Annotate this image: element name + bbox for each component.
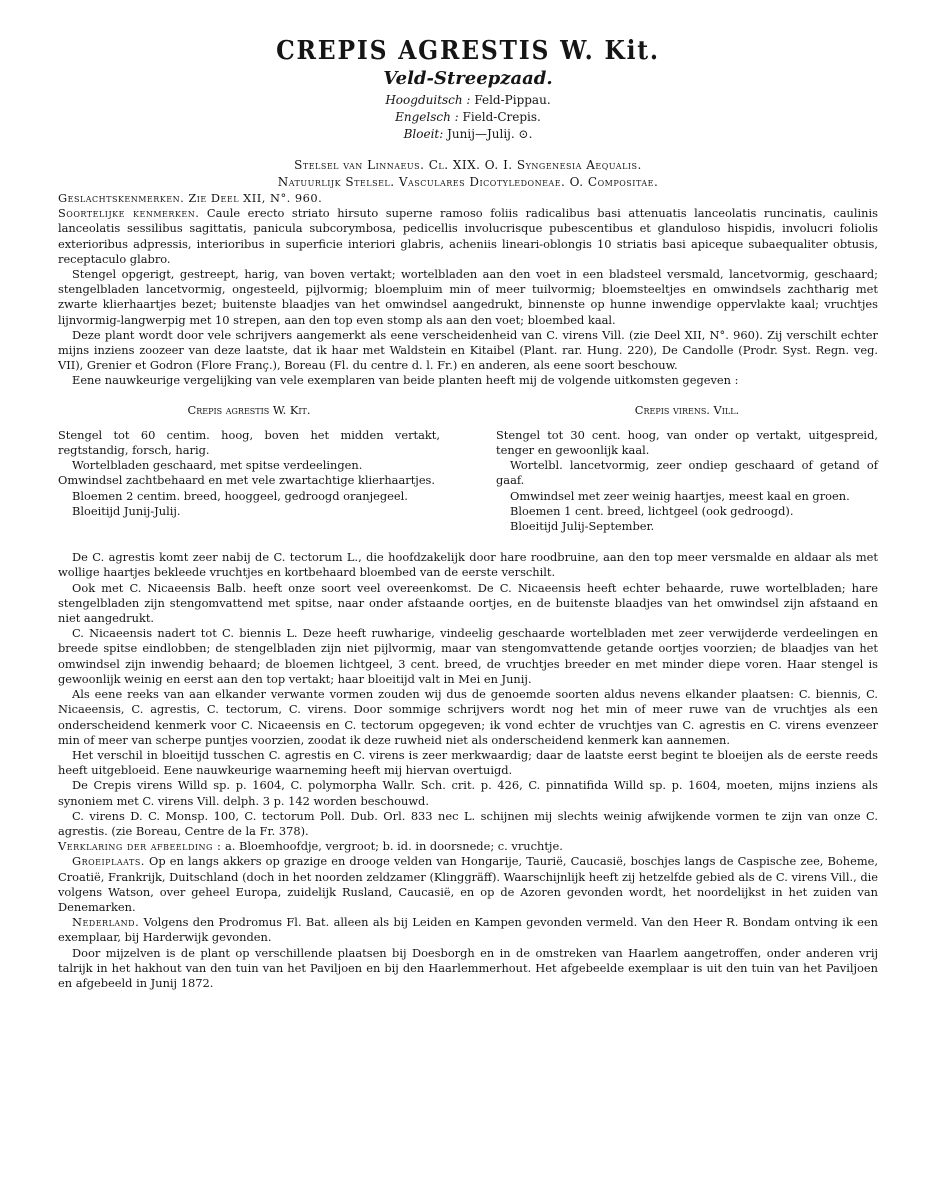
column-item: Stengel tot 30 cent. hoog, van onder op vertakt, uitgespreid, tenger en gewoonlijk kaal. [496, 427, 878, 458]
body-paragraph: De C. agrestis komt zeer nabij de C. tectorum L., die hoofdzakelijk door hare roodbruine, aan den top meer versmalde en aldaar als met wollige haartjes bekleede vruchtjes en kortbehaard bloembed van de eerste verschilt. [58, 550, 878, 580]
column-item: Wortelbladen geschaard, met spitse verdeelingen. [72, 458, 363, 473]
column-heading: Crepis virens. Vill. [634, 402, 740, 417]
genus-characteristics: Geslachtskenmerken. Zie Deel XII, N°. 960. [58, 191, 323, 205]
natural-system: Natuurlijk Stelsel. Vasculares Dicotyledoneae. O. Compositae. [277, 175, 659, 189]
body-paragraph: Als eene reeks van aan elkander verwante vormen zouden wij dus de genoemde soorten aldus nevens elkander plaatsen: C. biennis, C. Nicaeensis, C. agrestis, C. tectorum, C. virens. Door sommige schrijvers wordt nog het min of meer ruwe van de vruchtjes als een onderscheidend kenmerk voor C. Nicaeensis en C. tectorum opgegeven; ik vond echter de vruchtjes van C. agrestis en C. virens evenzeer min of meer van scherpe puntjes voorzien, zoodat ik deze ruwheid niet als onderscheidend kenmerk kan aannemen. [58, 687, 878, 747]
netherlands-paragraph: Nederland. Volgens den Prodromus Fl. Bat. alleen als bij Leiden en Kampen gevonden vermeld. Van den Heer R. Bondam ontving ik een exemplaar, bij Harderwijk gevonden. [58, 915, 878, 945]
growth-location: Groeiplaats. Op en langs akkers op grazige en drooge velden van Hongarije, Taurië, Caucasië, boschjes langs de Caspische zee, Boheme, Croatië, Frankrijk, Duitschland (doch in het noorden zeldzamer (Klinggräff). Waarschijnlijk heeft zij hetzelfde gebied als de C. virens Vill., die volgens Watson, over geheel Europa, zuidelijk Rusland, Caucasië, en op de Azoren gevonden wordt, het noordelijkst in het zuiden van Denemarken. [58, 854, 879, 914]
netherlands-paragraph-2: Door mijzelven is de plant op verschillende plaatsen bij Doesborgh en in de omstreken van Haarlem aangetroffen, onder anderen vrij talrijk in het hakhout van den tuin van het Paviljoen en bij den Haarlemmerhout. Het afgebeelde exemplaar is uit den tuin van het Paviljoen en afgebeeld in Junij 1872. [58, 945, 878, 990]
name-german: Hoogduitsch : Feld-Pippau. [385, 93, 551, 107]
variety-paragraph: Deze plant wordt door vele schrijvers aangemerkt als eene verscheidenheid van C. virens Vill. (zie Deel XII, N°. 960). Zij verschilt echter mijns inziens zoozeer van deze laatste, dat ik haar met Waldstein en Kitaibel (Plant. rar. Hung. 220), De Candolle (Prodr. Syst. Regn. veg. VII), Grenier et Godron (Flore Franç.), Boreau (Fl. du centre d. l. Fr.) en anderen, als eene soort beschouw. [58, 327, 878, 373]
figure-explanation: Verklaring der afbeelding : a. Bloemhoofdje, vergroot; b. id. in doorsnede; c. vruchtje. [58, 839, 563, 854]
column-agrestis [58, 403, 440, 535]
column-item: Wortelbl. lancetvormig, zeer ondiep geschaard of getand of gaaf. [496, 458, 878, 488]
comparison-intro: Eene nauwkeurige vergelijking van vele exemplaren van beide planten heeft mij de volgende uitkomsten gegeven : [72, 373, 739, 388]
column-item: Omwindsel met zeer weinig haartjes, meest kaal en groen. [510, 488, 850, 503]
document-page [58, 36, 878, 991]
body-paragraph: De Crepis virens Willd sp. p. 1604, C. polymorpha Wallr. Sch. crit. p. 426, C. pinnatifida Willd sp. p. 1604, moeten, mijns inziens als synoniem met C. virens Vill. delph. 3 p. 142 worden beschouwd. [58, 778, 878, 808]
column-item: Bloeitijd Junij-Julij. [72, 503, 181, 518]
body-paragraph: Ook met C. Nicaeensis Balb. heeft onze soort veel overeenkomst. De C. Nicaeensis heeft echter behaarde, ruwe wortelbladen; hare stengelbladen zijn stengomvattend met spitse, naar onder afstaande oortjes, en de buitenste blaadjes van het omwindsel zijn afstaand en niet aangedrukt. [58, 580, 878, 626]
linnaeus-system: Stelsel van Linnaeus. Cl. XIX. O. I. Syngenesia Aequalis. [294, 158, 642, 172]
column-virens [496, 403, 878, 535]
common-names [58, 92, 878, 143]
comparison-columns [58, 403, 878, 535]
column-item: Bloemen 2 centim. breed, hooggeel, gedroogd oranjegeel. [72, 488, 408, 503]
column-heading: Crepis agrestis W. Kit. [187, 402, 311, 417]
bloom-time: Bloeit: Junij—Julij. ⊙. [403, 127, 533, 141]
species-dutch: Stengel opgerigt, gestreept, harig, van boven vertakt; wortelbladen aan den voet in een bladsteel versmald, lancetvormig, geschaard; stengelbladen lancetvormig, ongesteeld, pijlvormig; bloempluim min of meer tuilvormig; bloemsteeltjes en omwindsels zachtharig met zwarte klierhaartjes bezet; buitenste blaadjes van het omwindsel aangedrukt, binnenste op hunne inwendige oppervlakte kaal; vruchtjes lijnvormig-langwerpig met 10 strepen, aan den top even stomp als aan den voet; bloembed kaal. [58, 267, 878, 327]
column-item: Omwindsel zachtbehaard en met vele zwartachtige klierhaartjes. [58, 473, 436, 488]
column-item: Stengel tot 60 centim. hoog, boven het midden vertakt, regtstandig, forsch, harig. [58, 427, 440, 458]
column-item: Bloemen 1 cent. breed, lichtgeel (ook gedroogd). [510, 503, 794, 518]
dutch-name: Veld-Streepzaad. [383, 68, 553, 89]
species-latin: Soortelijke kenmerken. Caule erecto striato hirsuto superne ramoso foliis radicalibus basi attenuatis lanceolatis runcinatis, caulinis lanceolatis sessilibus sagittatis, panicula subcorymbosa, pedicellis involucrisque pubescentibus et glanduloso hispidis, involucri foliolis exterioribus adpressis, interioribus in superficie interiori glabris, acheniis lineari-oblongis 10 striatis basi apiceque subaequaliter obtusis, receptaculo glabro. [58, 206, 878, 266]
column-item: Bloeitijd Julij-September. [510, 519, 655, 534]
page-title: CREPIS AGRESTIS W. Kit. [276, 36, 660, 66]
body-paragraph: C. Nicaeensis nadert tot C. biennis L. Deze heeft ruwharige, vindeelig geschaarde wortelbladen met zeer verwijderde verdeelingen en breede spitse eindlobben; de stengelbladen zijn niet pijlvormig, maar van stengomvattende getande oortjes voorzien; de blaadjes van het omwindsel zijn inwendig behaard; de bloemen lichtgeel, 3 cent. breed, de vruchtjes breeder en met minder diepe voren. Haar stengel is gewoonlijk weinig en eerst aan den top vertakt; haar bloeitijd valt in Mei en Junij. [58, 626, 878, 686]
body-paragraph: Het verschil in bloeitijd tusschen C. agrestis en C. virens is zeer merkwaardig; daar de laatste eerst begint te bloeijen als de eerste reeds heeft uitgebloeid. Eene nauwkeurige waarneming heeft mij hiervan overtuigd. [58, 747, 878, 778]
body-paragraph: C. virens D. C. Monsp. 100, C. tectorum Poll. Dub. Orl. 833 nec L. schijnen mij slechts weinig afwijkende vormen te zijn van onze C. agrestis. (zie Boreau, Centre de la Fr. 378). [58, 808, 878, 838]
name-english: Engelsch : Field-Crepis. [395, 110, 541, 124]
